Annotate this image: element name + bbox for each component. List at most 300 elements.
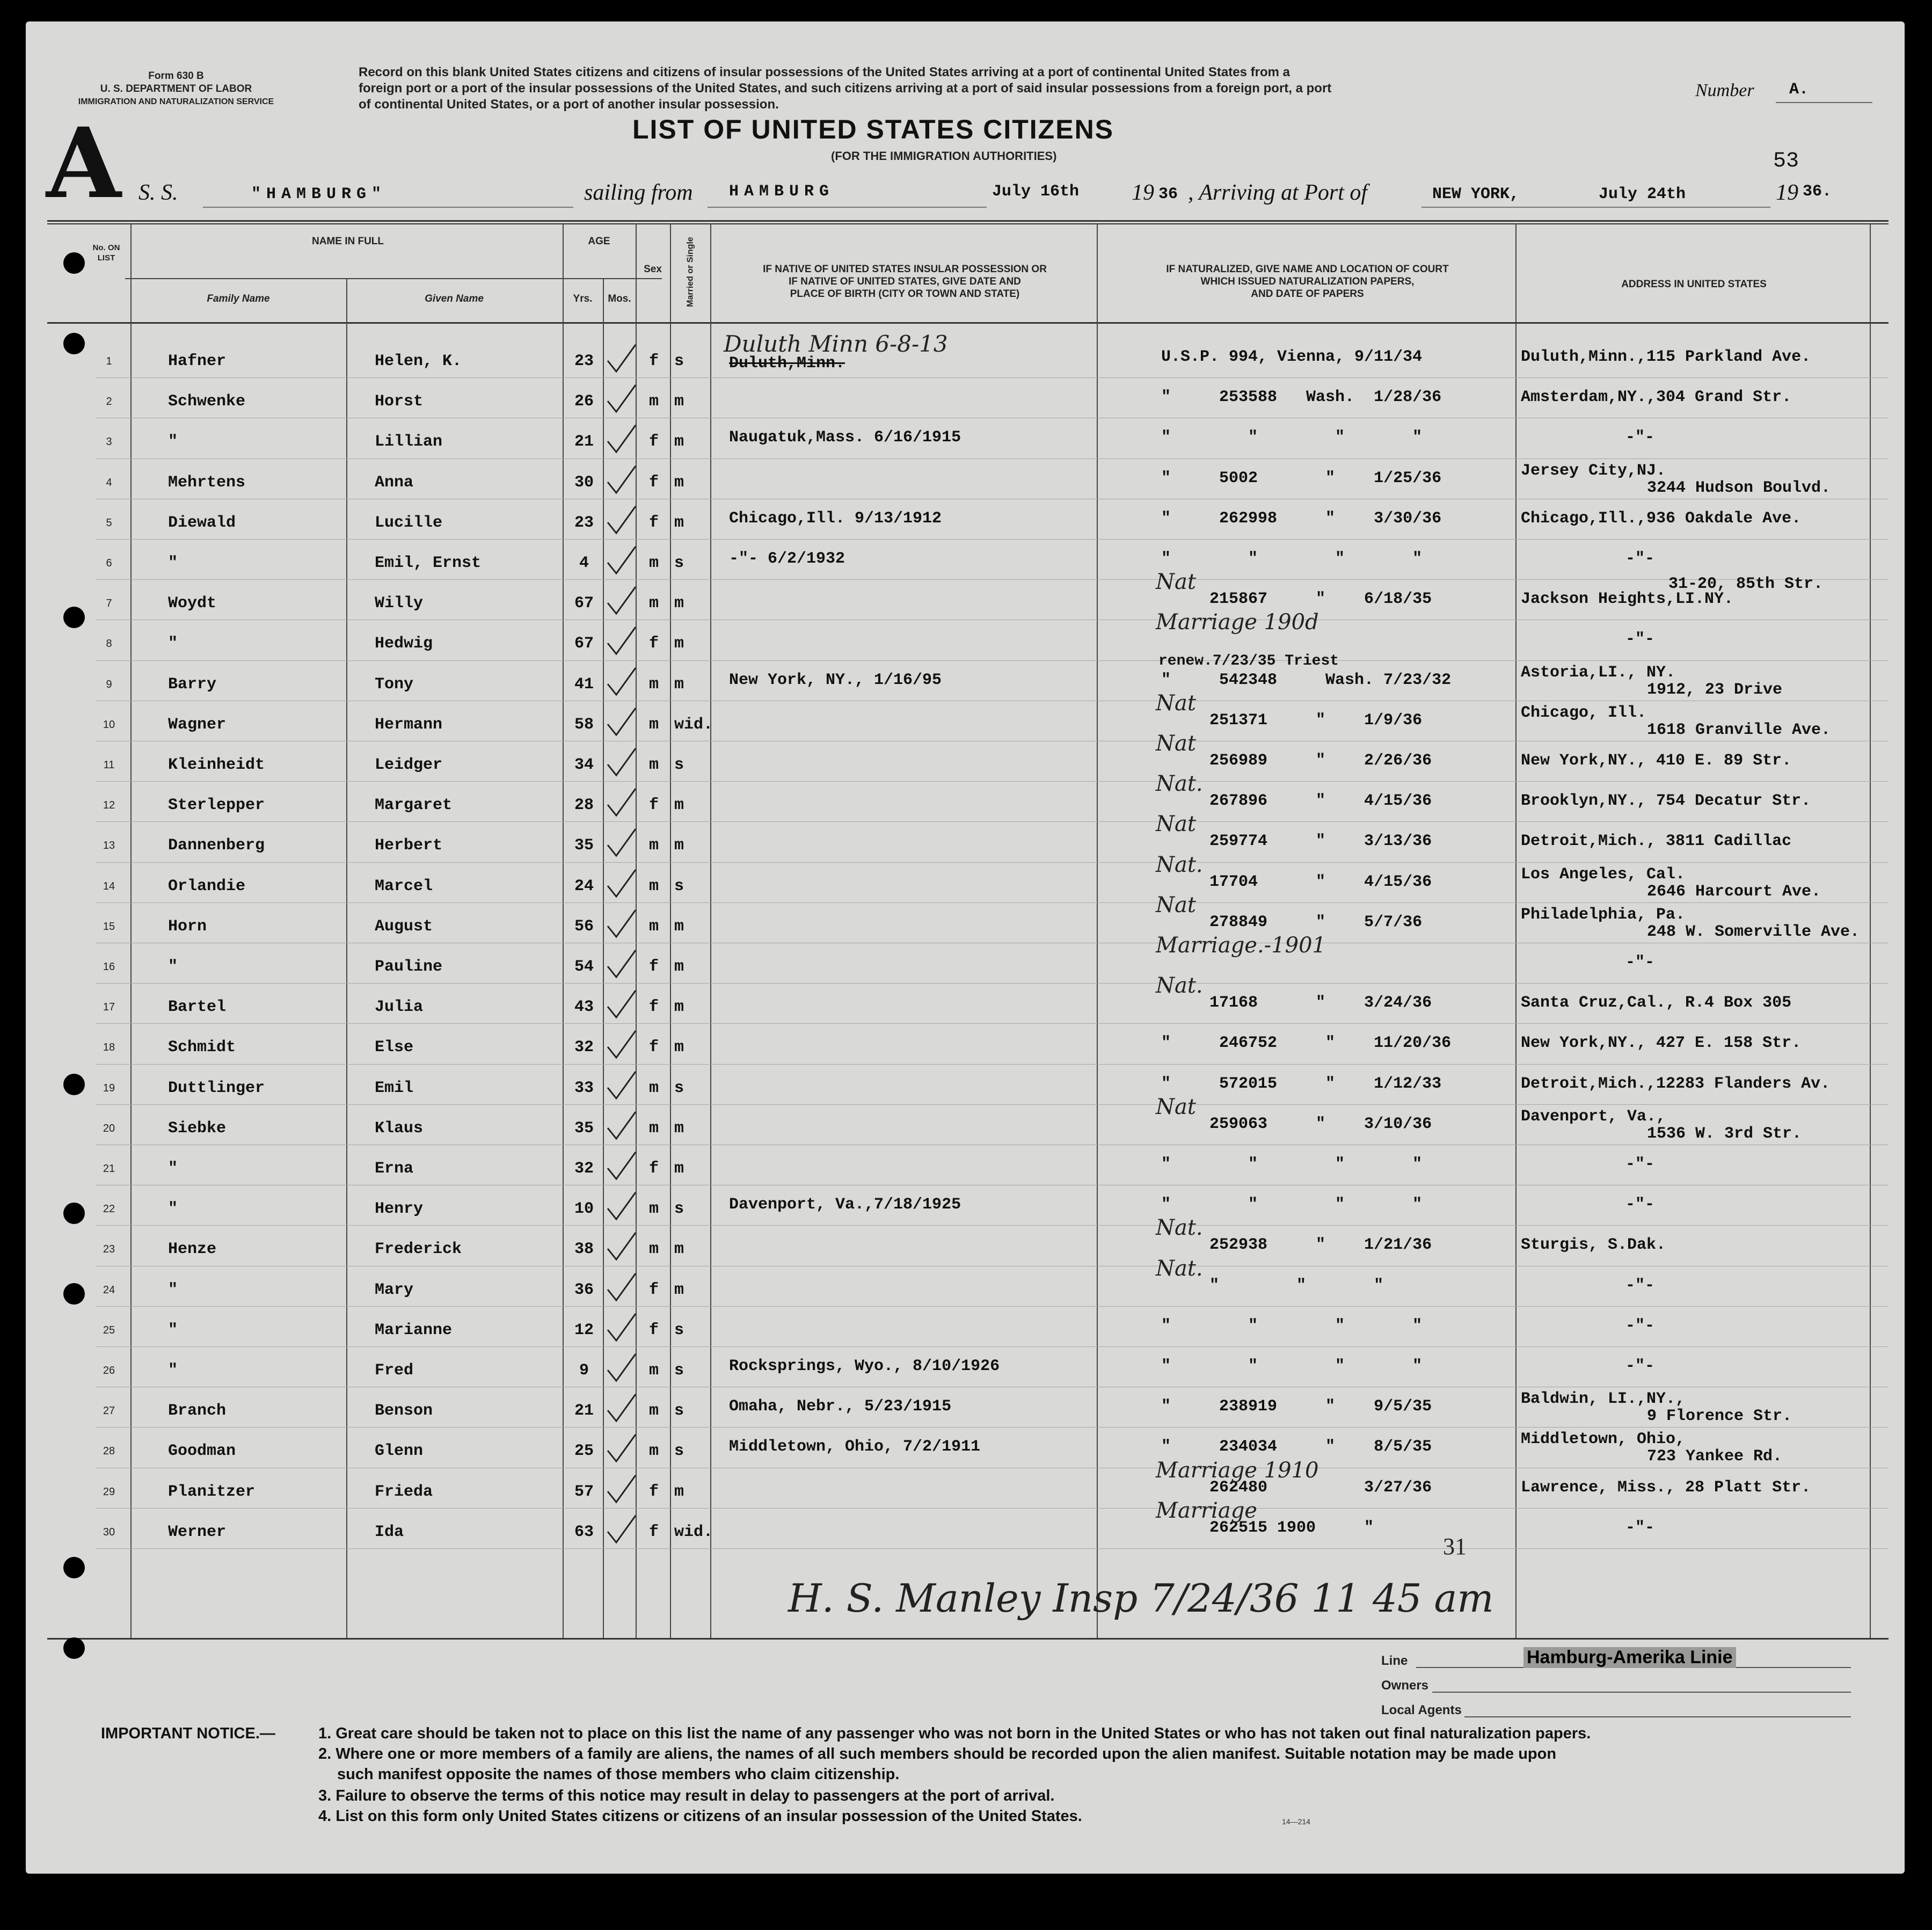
- sex: f: [648, 1160, 659, 1178]
- address-line: Brooklyn,NY., 754 Decatur Str.: [1521, 792, 1811, 811]
- family-name: ": [168, 554, 178, 572]
- given-name: Helen, K.: [375, 352, 462, 370]
- check-mark-icon: [606, 505, 638, 537]
- age-years: 36: [574, 1280, 594, 1299]
- given-name: Anna: [375, 473, 414, 492]
- given-name: Ida: [375, 1523, 404, 1541]
- sex: m: [648, 877, 659, 895]
- address-line: Philadelphia, Pa.: [1521, 905, 1686, 924]
- binder-hole: [63, 1283, 85, 1305]
- naturalization-papers: " 253588 Wash. 1/28/36: [1161, 388, 1442, 407]
- table-row: [26, 1458, 1894, 1508]
- marital-status: m: [674, 1160, 684, 1178]
- binder-hole: [63, 1557, 85, 1578]
- given-name: Henry: [375, 1200, 424, 1219]
- page-title: LIST OF UNITED STATES CITIZENS: [632, 114, 1114, 144]
- row-number: 18: [103, 1042, 115, 1054]
- table-row: [26, 892, 1894, 943]
- birth-handwritten: Duluth Minn 6-8-13: [724, 331, 948, 357]
- notice-4: 4. List on this form only United States citizens or citizens of an insular possession of the United States.: [318, 1808, 1082, 1825]
- binder-hole: [63, 333, 85, 354]
- table-row: [26, 1064, 1894, 1104]
- family-name: Kleinheidt: [168, 756, 265, 774]
- table-row: [26, 570, 1894, 620]
- table-row: [26, 973, 1894, 1023]
- number-label: Number: [1695, 81, 1754, 100]
- age-years: 56: [574, 917, 594, 936]
- naturalization-papers: 278849 " 5/7/36: [1161, 913, 1423, 931]
- table-row: [26, 331, 1894, 377]
- page-subtitle: (FOR THE IMMIGRATION AUTHORITIES): [831, 149, 1057, 163]
- form-number: Form 630 B: [148, 70, 204, 82]
- table-row: [26, 610, 1894, 660]
- marital-status: s: [674, 1200, 684, 1219]
- address-line: Sturgis, S.Dak.: [1521, 1236, 1666, 1255]
- given-name: Frieda: [375, 1482, 433, 1501]
- table-row: [26, 1346, 1894, 1387]
- address-line: Amsterdam,NY.,304 Grand Str.: [1521, 388, 1792, 407]
- naturalization-papers: " " ": [1161, 1276, 1384, 1295]
- col-birth-line: PLACE OF BIRTH (CITY OR TOWN AND STATE): [790, 288, 1020, 300]
- naturalization-note: Nat.: [1156, 973, 1203, 999]
- row-number: 16: [103, 961, 115, 973]
- address-line: Middletown, Ohio,: [1521, 1430, 1686, 1449]
- naturalization-papers: " " " ": [1161, 1196, 1423, 1214]
- family-name: Siebke: [168, 1119, 227, 1138]
- birth-place: Middletown, Ohio, 7/2/1911: [729, 1438, 981, 1456]
- row-number: 8: [106, 638, 112, 650]
- row-number: 20: [103, 1122, 115, 1134]
- age-years: 41: [574, 675, 594, 694]
- sex: f: [648, 1321, 659, 1339]
- notice-3: 3. Failure to observe the terms of this notice may result in delay to passengers at the port of arrival.: [318, 1787, 1055, 1804]
- local-agents-label: Local Agents: [1381, 1703, 1462, 1717]
- check-mark-icon: [606, 1111, 638, 1143]
- birth-place: -"- 6/2/1932: [729, 550, 845, 568]
- marital-status: m: [674, 635, 684, 653]
- address-line: Lawrence, Miss., 28 Platt Str.: [1521, 1478, 1811, 1497]
- age-years: 12: [574, 1321, 594, 1339]
- naturalization-note: Nat: [1156, 690, 1196, 716]
- age-years: 67: [574, 594, 594, 613]
- page-number: 53: [1773, 149, 1799, 173]
- given-name: Lillian: [375, 433, 443, 451]
- sex: f: [648, 352, 659, 370]
- list-letter: A: [46, 107, 121, 220]
- form-code: 14—214: [1282, 1817, 1310, 1826]
- row-number: 24: [103, 1284, 115, 1296]
- given-name: Horst: [375, 392, 424, 411]
- marital-status: s: [674, 1361, 684, 1380]
- check-mark-icon: [606, 949, 638, 981]
- check-mark-icon: [606, 465, 638, 497]
- age-years: 23: [574, 352, 594, 370]
- sex: f: [648, 473, 659, 492]
- address-line-2: 3244 Hudson Boulvd.: [1647, 478, 1831, 497]
- marital-status: m: [674, 836, 684, 855]
- col-mos: Mos.: [608, 293, 631, 304]
- age-years: 38: [574, 1240, 594, 1259]
- family-name: ": [168, 1160, 178, 1178]
- sex: f: [648, 635, 659, 653]
- sex: f: [648, 958, 659, 976]
- age-years: 32: [574, 1038, 594, 1057]
- row-number: 25: [103, 1324, 115, 1336]
- given-name: Julia: [375, 998, 424, 1017]
- age-years: 43: [574, 998, 594, 1017]
- row-number: 30: [103, 1526, 115, 1538]
- age-years: 33: [574, 1079, 594, 1097]
- row-number: 7: [106, 598, 112, 610]
- col-naturalization: [1099, 263, 1515, 300]
- row-number: 27: [103, 1405, 115, 1417]
- given-name: Pauline: [375, 958, 443, 976]
- notice-head: IMPORTANT NOTICE.—: [101, 1725, 275, 1742]
- address-line: Los Angeles, Cal.: [1521, 865, 1686, 884]
- sex: m: [648, 1119, 659, 1138]
- row-number: 28: [103, 1445, 115, 1458]
- col-natur-line: IF NATURALIZED, GIVE NAME AND LOCATION OF COURT: [1166, 264, 1449, 275]
- sex: f: [648, 1038, 659, 1057]
- check-mark-icon: [606, 344, 638, 376]
- naturalization-papers: 262480 3/27/36: [1161, 1478, 1432, 1497]
- marital-status: s: [674, 1402, 684, 1421]
- year-prefix: 19: [1132, 180, 1154, 205]
- age-years: 26: [574, 392, 594, 411]
- department: U. S. DEPARTMENT OF LABOR: [100, 83, 252, 94]
- row-number: 21: [103, 1163, 115, 1175]
- family-name: Woydt: [168, 594, 217, 613]
- row-number: 15: [103, 920, 115, 933]
- row-number: 29: [103, 1485, 115, 1498]
- family-name: ": [168, 958, 178, 976]
- naturalization-papers: 17168 " 3/24/36: [1161, 994, 1432, 1013]
- birth-place: Naugatuk,Mass. 6/16/1915: [729, 428, 961, 447]
- address-line: New York,NY., 410 E. 89 Str.: [1521, 752, 1792, 770]
- sex: m: [648, 392, 659, 411]
- table-row: [26, 377, 1894, 418]
- check-mark-icon: [606, 1232, 638, 1264]
- age-years: 10: [574, 1200, 594, 1219]
- birth-place: New York, NY., 1/16/95: [729, 671, 942, 689]
- table-row: [26, 458, 1894, 499]
- notice-1: 1. Great care should be taken not to place on this list the name of any passenger who was not born in the United States or who has not taken out final naturalization papers.: [318, 1725, 1591, 1742]
- binder-hole: [63, 607, 85, 628]
- address-line: -"-: [1625, 1316, 1655, 1335]
- naturalization-papers: 259774 " 3/13/36: [1161, 832, 1432, 851]
- table-row: [26, 812, 1894, 862]
- address-line-2: 2646 Harcourt Ave.: [1647, 882, 1821, 901]
- binder-hole: [63, 252, 85, 274]
- col-no: No. ON LIST: [92, 243, 120, 263]
- family-name: Planitzer: [168, 1482, 256, 1501]
- sex: f: [648, 1482, 659, 1501]
- naturalization-papers: 251371 " 1/9/36: [1161, 711, 1423, 730]
- naturalization-note: Nat: [1156, 1094, 1196, 1119]
- col-name-in-full: NAME IN FULL: [311, 236, 384, 247]
- sex: m: [648, 1240, 659, 1259]
- check-mark-icon: [606, 1070, 638, 1103]
- family-name: Barry: [168, 675, 217, 694]
- count-total: 31: [1443, 1533, 1467, 1560]
- marital-status: wid.: [674, 715, 713, 734]
- sex: f: [648, 513, 659, 532]
- check-mark-icon: [606, 1313, 638, 1345]
- marital-status: m: [674, 675, 684, 694]
- naturalization-papers: " 234034 " 8/5/35: [1161, 1438, 1432, 1456]
- table-row: [26, 499, 1894, 539]
- marital-status: m: [674, 917, 684, 936]
- address-line-2: 723 Yankee Rd.: [1647, 1447, 1783, 1466]
- address-line: -"-: [1625, 1518, 1655, 1537]
- naturalization-note: Nat: [1156, 731, 1196, 756]
- birth-place: Rocksprings, Wyo., 8/10/1926: [729, 1357, 1000, 1375]
- address-line-2: 1536 W. 3rd Str.: [1647, 1124, 1802, 1143]
- check-mark-icon: [606, 1151, 638, 1183]
- col-natur-line: AND DATE OF PAPERS: [1251, 288, 1364, 300]
- age-years: 25: [574, 1442, 594, 1461]
- table-row: [26, 1387, 1894, 1427]
- family-name: Bartel: [168, 998, 227, 1017]
- check-mark-icon: [606, 1474, 638, 1506]
- given-name: Else: [375, 1038, 414, 1057]
- address-line: Chicago, Ill.: [1521, 703, 1647, 722]
- naturalization-papers: 252938 " 1/21/36: [1161, 1236, 1432, 1255]
- col-family-name: Family Name: [207, 293, 270, 304]
- col-birth-line: IF NATIVE OF UNITED STATES, GIVE DATE AND: [789, 276, 1021, 287]
- sex: m: [648, 917, 659, 936]
- sex: m: [648, 836, 659, 855]
- row-number: 23: [103, 1243, 115, 1256]
- family-name: Henze: [168, 1240, 217, 1259]
- naturalization-note: Nat: [1156, 812, 1196, 837]
- naturalization-papers: " 246752 " 11/20/36: [1161, 1034, 1452, 1053]
- row-divider: [96, 1548, 1889, 1549]
- table-row: [26, 1185, 1894, 1225]
- check-mark-icon: [606, 828, 638, 860]
- check-mark-icon: [606, 1353, 638, 1385]
- family-name: Dannenberg: [168, 836, 265, 855]
- marital-status: s: [674, 877, 684, 895]
- binder-hole: [63, 1637, 85, 1659]
- record-instructions: [359, 64, 1647, 113]
- check-mark-icon: [606, 788, 638, 820]
- given-name: Mary: [375, 1280, 414, 1299]
- address-line: Duluth,Minn.,115 Parkland Ave.: [1521, 348, 1811, 366]
- given-name: Herbert: [375, 836, 443, 855]
- given-name: Margaret: [375, 796, 453, 815]
- age-years: 21: [574, 433, 594, 451]
- table-row: [26, 1498, 1894, 1548]
- naturalization-note: Nat: [1156, 570, 1196, 595]
- age-years: 24: [574, 877, 594, 895]
- age-years: 58: [574, 715, 594, 734]
- sex: m: [648, 554, 659, 572]
- family-name: ": [168, 635, 178, 653]
- marital-status: s: [674, 1321, 684, 1339]
- address-line: -"-: [1625, 550, 1655, 568]
- family-name: Wagner: [168, 715, 227, 734]
- col-birth: [713, 263, 1097, 300]
- table-row: [26, 771, 1894, 821]
- marital-status: m: [674, 1038, 684, 1057]
- check-mark-icon: [606, 586, 638, 618]
- naturalization-papers: " " " ": [1161, 550, 1423, 568]
- address-line: Jersey City,NJ.: [1521, 461, 1666, 480]
- col-birth-line: IF NATIVE OF UNITED STATES INSULAR POSSESSION OR: [763, 264, 1047, 275]
- marital-status: s: [674, 554, 684, 572]
- marital-status: s: [674, 1079, 684, 1097]
- arrival-port: NEW YORK,: [1432, 185, 1520, 203]
- naturalization-papers: " 262998 " 3/30/36: [1161, 509, 1442, 528]
- number-value: A.: [1789, 81, 1809, 99]
- age-years: 54: [574, 958, 594, 976]
- family-name: Hafner: [168, 352, 227, 370]
- sex: m: [648, 715, 659, 734]
- address-line: -"-: [1625, 630, 1655, 649]
- row-number: 22: [103, 1203, 115, 1215]
- service: IMMIGRATION AND NATURALIZATION SERVICE: [78, 97, 274, 106]
- marital-status: s: [674, 352, 684, 370]
- naturalization-papers: " " " ": [1161, 1357, 1423, 1375]
- family-name: Werner: [168, 1523, 227, 1541]
- ss-label: S. S.: [138, 180, 178, 205]
- address-line: -"-: [1625, 1357, 1655, 1375]
- naturalization-papers: 262515 1900 ": [1161, 1518, 1374, 1537]
- sail-date: July 16th: [992, 183, 1080, 201]
- given-name: Frederick: [375, 1240, 462, 1259]
- sex: m: [648, 1200, 659, 1219]
- address-line: Baldwin, LI.,NY.,: [1521, 1390, 1686, 1409]
- marital-status: s: [674, 756, 684, 774]
- given-name: Leidger: [375, 756, 443, 774]
- sex: f: [648, 796, 659, 815]
- marital-status: m: [674, 1119, 684, 1138]
- given-name: Willy: [375, 594, 424, 613]
- record-line: of continental United States, or a port of another insular possession.: [359, 97, 779, 112]
- row-number: 5: [106, 516, 112, 529]
- naturalization-papers: " " " ": [1161, 1155, 1423, 1174]
- col-sex: Sex: [644, 264, 662, 275]
- check-mark-icon: [606, 626, 638, 658]
- address-line: Detroit,Mich.,12283 Flanders Av.: [1521, 1074, 1831, 1093]
- age-years: 34: [574, 756, 594, 774]
- sex: m: [648, 1079, 659, 1097]
- table-row: [26, 690, 1894, 741]
- check-mark-icon: [606, 424, 638, 456]
- given-name: Marianne: [375, 1321, 453, 1339]
- table-row: [26, 1427, 1894, 1467]
- address-line: Davenport, Va.,: [1521, 1107, 1666, 1126]
- marital-status: m: [674, 958, 684, 976]
- family-name: Schwenke: [168, 392, 246, 411]
- age-years: 63: [574, 1523, 594, 1541]
- table-row: [26, 418, 1894, 458]
- row-number: 19: [103, 1082, 115, 1094]
- family-name: Goodman: [168, 1442, 236, 1461]
- arriving-label: , Arriving at Port of: [1188, 180, 1368, 205]
- family-name: ": [168, 1321, 178, 1339]
- table-row: [26, 1023, 1894, 1064]
- birth-place: Omaha, Nebr., 5/23/1915: [729, 1397, 952, 1416]
- naturalization-note: Nat.: [1156, 1215, 1203, 1241]
- record-line: Record on this blank United States citizens and citizens of insular possessions of the United States arriving at a port of continental United States from a: [359, 65, 1290, 79]
- age-years: 9: [579, 1361, 589, 1380]
- family-name: ": [168, 1361, 178, 1380]
- check-mark-icon: [606, 667, 638, 699]
- check-mark-icon: [606, 707, 638, 739]
- naturalization-note: Marriage.-1901: [1156, 933, 1326, 958]
- col-yrs: Yrs.: [573, 293, 593, 304]
- table-row: [26, 852, 1894, 902]
- col-given-name: Given Name: [425, 293, 484, 304]
- binder-hole: [63, 1074, 85, 1095]
- table-row: [26, 539, 1894, 579]
- given-name: Glenn: [375, 1442, 424, 1461]
- given-name: Fred: [375, 1361, 414, 1380]
- check-mark-icon: [606, 1191, 638, 1223]
- marital-status: m: [674, 392, 684, 411]
- naturalization-papers: 267896 " 4/15/36: [1161, 792, 1432, 811]
- age-years: 30: [574, 473, 594, 492]
- family-name: Duttlinger: [168, 1079, 265, 1097]
- sex: f: [648, 433, 659, 451]
- check-mark-icon: [606, 1030, 638, 1062]
- age-years: 23: [574, 513, 594, 532]
- given-name: Benson: [375, 1402, 433, 1421]
- address-line-2: 9 Florence Str.: [1647, 1407, 1792, 1426]
- col-age: AGE: [588, 236, 610, 247]
- family-name: ": [168, 433, 178, 451]
- arrival-year-prefix: 19: [1776, 180, 1798, 205]
- row-number: 6: [106, 557, 112, 569]
- birth-place: Duluth,Minn.: [729, 354, 845, 373]
- check-mark-icon: [606, 909, 638, 941]
- marital-status: wid.: [674, 1523, 713, 1541]
- given-name: Hedwig: [375, 635, 433, 653]
- birth-place: Davenport, Va.,7/18/1925: [729, 1196, 961, 1214]
- given-name: Hermann: [375, 715, 443, 734]
- naturalization-note: Nat.: [1156, 771, 1203, 797]
- line-label: Line: [1381, 1654, 1408, 1668]
- address-line: -"-: [1625, 428, 1655, 447]
- table-row: [26, 1094, 1894, 1145]
- given-name: Klaus: [375, 1119, 424, 1138]
- address-line: Santa Cruz,Cal., R.4 Box 305: [1521, 994, 1792, 1013]
- sex: f: [648, 1280, 659, 1299]
- birth-place: Chicago,Ill. 9/13/1912: [729, 509, 942, 528]
- address-line: -"-: [1625, 1155, 1655, 1174]
- marital-status: m: [674, 1240, 684, 1259]
- marital-status: m: [674, 1280, 684, 1299]
- row-number: 13: [103, 840, 115, 852]
- check-mark-icon: [606, 1433, 638, 1466]
- row-number: 17: [103, 1001, 115, 1014]
- marital-status: m: [674, 433, 684, 451]
- sex: m: [648, 594, 659, 613]
- address-line: -"-: [1625, 953, 1655, 972]
- sex: m: [648, 756, 659, 774]
- inspector-signature: H. S. Manley Insp 7/24/36 11 45 am: [788, 1576, 1494, 1621]
- family-name: Diewald: [168, 513, 236, 532]
- family-name: ": [168, 1280, 178, 1299]
- naturalization-papers: 17704 " 4/15/36: [1161, 872, 1432, 891]
- binder-hole: [63, 1203, 85, 1224]
- age-years: 67: [574, 635, 594, 653]
- naturalization-note: Marriage: [1156, 1498, 1257, 1523]
- family-name: Sterlepper: [168, 796, 265, 815]
- marital-status: m: [674, 513, 684, 532]
